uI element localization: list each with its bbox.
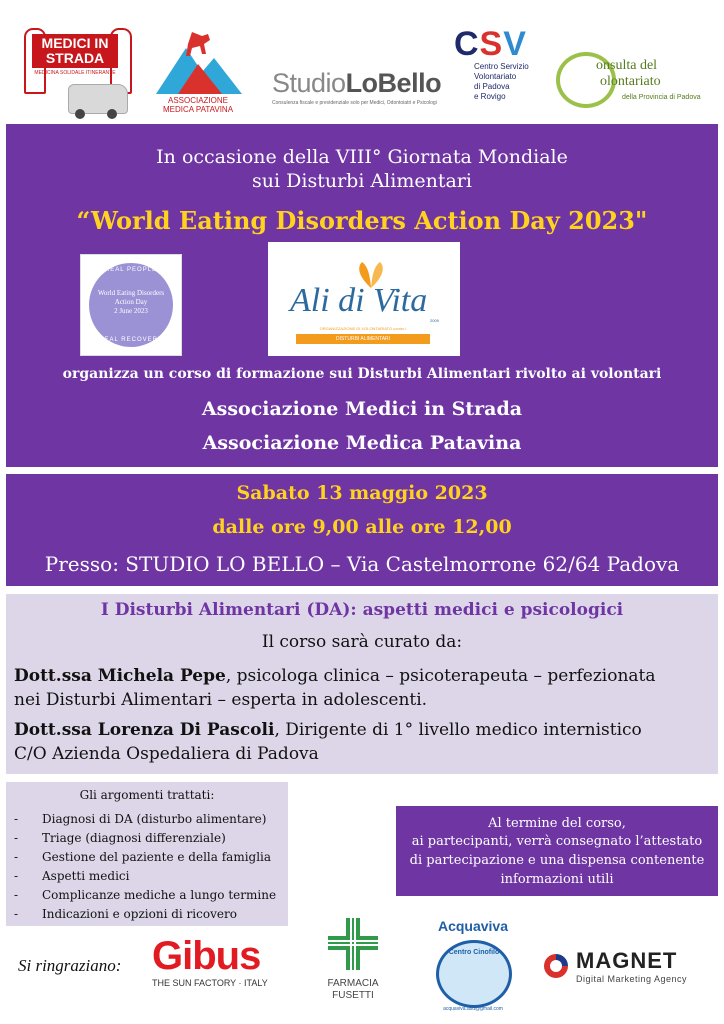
closing-line2: ai partecipanti, verrà consegnato l’attestato [411, 834, 703, 849]
fusetti-line2: FUSETTI [332, 990, 374, 1001]
magnet-logo [540, 948, 710, 988]
ali-bar-text: DISTURBI ALIMENTARI [296, 334, 430, 344]
gibus-wordmark: Gibus [152, 934, 261, 978]
speaker-1-desc-a: , psicologa clinica – psicoterapeuta – perfezionata [225, 666, 656, 686]
speaker-1 [14, 664, 714, 712]
association-2: Associazione Medica Patavina [202, 432, 522, 454]
consulta-line3: della Provincia di Padova [622, 94, 701, 101]
event-headline: “World Eating Disorders Action Day 2023" [76, 206, 648, 235]
topics-box [6, 782, 288, 926]
intro-line1: In occasione della VIII° Giornata Mondiale [156, 146, 568, 168]
speaker-1-desc-b: nei Disturbi Alimentari – esperta in adolescenti. [14, 690, 428, 710]
speaker-2-name: Dott.ssa Lorenza Di Pascoli [14, 720, 275, 740]
wedad-core-line3: 2 June 2023 [114, 307, 148, 315]
wedad-core-line2: Action Day [114, 298, 148, 306]
intro-section [6, 124, 718, 467]
magnet-wordmark: MAGNET [576, 948, 678, 973]
acquaviva-name: Acquaviva [437, 918, 509, 934]
ali-di-vita-wordmark: Ali di Vita [290, 282, 428, 319]
studio-name-b: LoBello [345, 68, 442, 98]
magnet-tagline: Digital Marketing Agency [576, 974, 688, 984]
farmacia-fusetti-logo [322, 914, 384, 1014]
topics-list [14, 810, 276, 924]
ali-di-vita-logo [268, 242, 460, 356]
gibus-tagline: THE SUN FACTORY · ITALY [152, 978, 268, 988]
wedad-ring-bottom: REAL RECOVERY [99, 337, 163, 343]
fusetti-line1: FARMACIA [327, 978, 379, 989]
ali-year: 2009 [430, 318, 439, 323]
amp-line2: MEDICA PATAVINA [162, 105, 234, 114]
gibus-logo [152, 934, 284, 998]
list-item: - Diagnosi di DA (disturbo alimentare) [14, 812, 267, 826]
closing-line1: Al termine del corso, [488, 816, 626, 831]
list-item: - Aspetti medici [14, 869, 130, 883]
studio-lobello-logo [272, 68, 442, 112]
wedad-badge-logo [80, 254, 182, 356]
list-item: - Gestione del paziente e della famiglia [14, 850, 272, 864]
ambulance-van-icon [68, 84, 128, 114]
medici-in-strada-logo [22, 22, 130, 118]
amp-line1: ASSOCIAZIONE [167, 96, 228, 105]
speaker-2-desc-a: , Dirigente di 1° livello medico internistico [274, 720, 642, 740]
csv-letters: CSV [454, 25, 527, 63]
medici-logo-title: MEDICI IN STRADA [32, 34, 118, 68]
speaker-2 [14, 718, 714, 766]
event-place: Presso: STUDIO LO BELLO – Via Castelmorrone 62/64 Padova [44, 552, 680, 576]
organizza-text: organizza un corso di formazione sui Disturbi Alimentari rivolto ai volontari [62, 366, 662, 382]
thanks-label: Si ringraziano: [18, 956, 122, 975]
event-details-section [6, 474, 718, 586]
list-item: - Indicazioni e opzioni di ricovero [14, 907, 237, 921]
certificate-info-box [396, 806, 718, 896]
speaker-2-desc-b: C/O Azienda Ospedaliera di Padova [14, 744, 319, 764]
wedad-core-line1: World Eating Disorders [97, 289, 165, 297]
list-item: - Triage (diagnosi differenziale) [14, 831, 226, 845]
studio-tagline: Consulenza fiscale e previdenziale solo per Medici, Odontoiatri e Psicologi [272, 100, 437, 106]
magnet-icon [542, 952, 570, 980]
csv-line1: Centro Servizio [474, 62, 529, 71]
ali-org-text: ORGANIZZAZIONE DI VOLONTARIATO contro i [319, 326, 407, 331]
closing-line4: informazioni utili [500, 872, 614, 887]
studio-name-a: Studio [272, 68, 346, 98]
pharmacy-cross-icon [322, 914, 384, 974]
closing-line3: di partecipazione e una dispensa contenente [409, 853, 705, 868]
acquaviva-sub: Centro Cinofilo [448, 949, 500, 956]
associazione-medica-patavina-logo [152, 28, 244, 120]
association-1: Associazione Medici in Strada [201, 398, 523, 420]
course-section [6, 594, 718, 774]
consulta-line2: olontariato [600, 74, 661, 89]
dog-wave-icon [436, 940, 512, 1008]
csv-line2: Volontariato [474, 72, 517, 81]
acquaviva-email: acquaviva.asd@gmail.com [443, 1006, 503, 1012]
consulta-line1: onsulta del [596, 58, 658, 73]
list-item: - Complicanze mediche a lungo termine [14, 888, 277, 902]
csv-line3: di Padova [474, 82, 510, 91]
speaker-1-name: Dott.ssa Michela Pepe [14, 666, 226, 686]
medici-logo-subtitle: MEDICINA SOLIDALE ITINERANTE [34, 70, 116, 76]
csv-line4: e Rovigo [474, 92, 506, 101]
topics-heading: Gli argomenti trattati: [79, 788, 215, 802]
mountain-horse-icon [152, 28, 244, 98]
course-title: I Disturbi Alimentari (DA): aspetti medici e psicologici [100, 600, 624, 620]
course-curated-by: Il corso sarà curato da: [261, 632, 463, 652]
intro-line2: sui Disturbi Alimentari [252, 170, 472, 192]
consulta-volontariato-logo [556, 46, 706, 110]
csv-logo [454, 26, 544, 116]
wedad-ring-top: REAL PEOPLE [104, 267, 158, 273]
event-date: Sabato 13 maggio 2023 [236, 482, 488, 504]
event-time: dalle ore 9,00 alle ore 12,00 [212, 516, 512, 538]
acquaviva-logo [422, 918, 524, 1020]
